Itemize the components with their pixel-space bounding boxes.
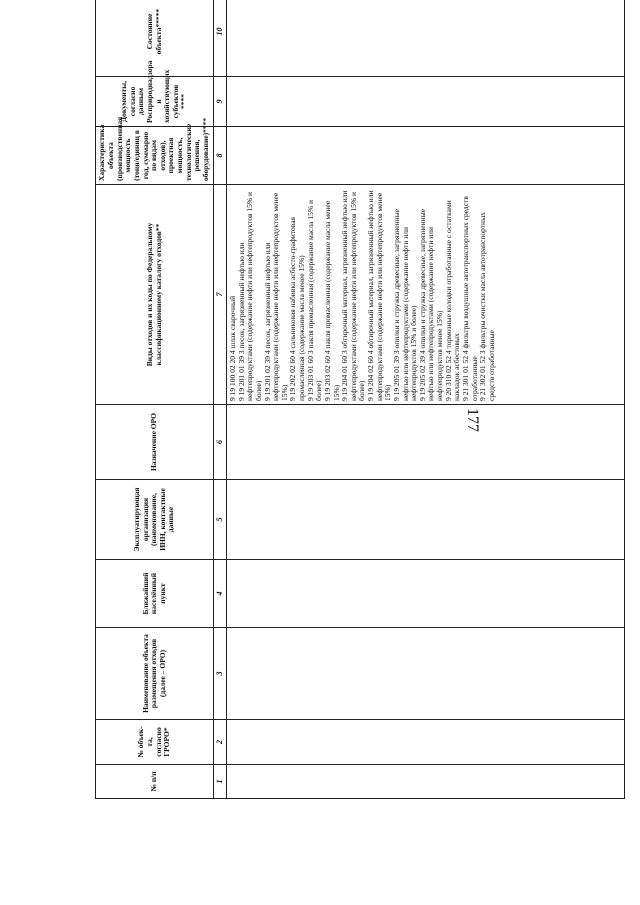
column-number-row xyxy=(214,0,227,799)
waste-line: 9 19 100 02 20 4 шлак сварочный xyxy=(228,295,237,401)
table-cell xyxy=(227,560,625,628)
registry-table xyxy=(95,0,625,799)
column-number: 6 xyxy=(214,405,227,480)
waste-line: 9 19 204 01 60 3 обтирочный материал, загрязненный нефтью или нефтепродуктами (содержание нефти или нефтепродуктов 15% и более) xyxy=(340,190,367,401)
waste-line: 9 19 202 02 60 4 сальниковая набивка асбесто-графитовая промасленная (содержание масла менее 15%) xyxy=(288,217,306,401)
table-cell xyxy=(227,127,625,185)
column-number: 5 xyxy=(214,480,227,560)
header-cell: Ближайший населённый пункт xyxy=(96,560,214,628)
waste-line: 9 19 205 01 39 3 опилки и стружка древесные, загрязненные нефтью или нефтепродуктами (содержание нефти или нефтепродуктов 15% и более) xyxy=(391,209,419,401)
column-number: 1 xyxy=(214,765,227,799)
waste-line: 9 19 203 01 60 3 пакля промасленная (содержание масла 15% и более) xyxy=(305,200,324,401)
waste-line: 9 19 204 02 60 4 обтирочный материал, загрязненный нефтью или нефтепродуктами (содержание нефти или нефтепродуктов менее 15%) xyxy=(366,190,393,401)
column-number: 2 xyxy=(214,720,227,765)
header-cell: Наименование объекта размещения отходов (далее – ОРО) xyxy=(96,628,214,720)
table-header-row xyxy=(96,0,214,799)
column-number: 4 xyxy=(214,560,227,628)
registry-table-rotated xyxy=(95,0,625,799)
header-cell: Документы, согласно данным Росприроднадзора и хозяйствующих субъектов **** xyxy=(96,77,214,127)
table-cell xyxy=(227,628,625,720)
table-cell xyxy=(227,77,625,127)
table-cell xyxy=(227,0,625,77)
waste-line: 9 19 201 01 39 3 песок, загрязненный нефтью или нефтепродуктами (содержание нефти или нефтепродуктов 15% и более) xyxy=(236,191,263,401)
waste-line: 9 19 205 02 39 4 опилки и стружка древесные, загрязненные нефтью или нефтепродуктами (содержание нефти или нефтепродуктов менее 15%) xyxy=(417,209,444,401)
table-row xyxy=(227,0,625,799)
header-cell: № объек-та, согласно ГРОРО* xyxy=(96,720,214,765)
column-number: 10 xyxy=(214,0,227,77)
waste-line: 9 21 302 01 52 3 фильтры очистки масла автотранспортных средств отработанные xyxy=(478,212,496,401)
header-cell: Назначение ОРО xyxy=(96,405,214,480)
table-cell xyxy=(227,720,625,765)
table-cell xyxy=(227,480,625,560)
header-cell: № п/п xyxy=(96,765,214,799)
column-number: 3 xyxy=(214,628,227,720)
header-cell: Состояние объекта***** xyxy=(96,0,214,77)
page-number: 177 xyxy=(464,408,481,432)
waste-line: 9 19 203 02 60 4 пакля промасленная (содержание масла менее 15%) xyxy=(322,200,341,401)
header-cell: Характеристика объекта (производственная мощность (тонн/единиц в год, суммарно по видам отходов), проектная мощность, технологические решения, оборудование)**** xyxy=(96,127,214,185)
header-cell: Эксплуатирующая организация (наименование, ИНН, контактные данные xyxy=(96,480,214,560)
column-number: 8 xyxy=(214,127,227,185)
table-cell xyxy=(227,405,625,480)
waste-line: 9 19 201 02 39 4 песок, загрязненный нефтью или нефтепродуктами (содержание нефти или нефтепродуктов менее 15%) xyxy=(262,192,289,401)
column-number: 9 xyxy=(214,77,227,127)
waste-line: 9 20 310 02 52 4 тормозные колодки отработанные с остатками накладок асбестовых xyxy=(443,200,462,401)
column-number: 7 xyxy=(214,185,227,405)
waste-line: 9 21 301 01 52 4 фильтры воздушные автотранспортных средств отработанные xyxy=(460,196,479,401)
waste-codes-cell xyxy=(227,185,625,405)
header-cell: Виды отходов и их коды по Федеральному классификационному каталогу отходов** xyxy=(96,185,214,405)
table-cell xyxy=(227,765,625,799)
